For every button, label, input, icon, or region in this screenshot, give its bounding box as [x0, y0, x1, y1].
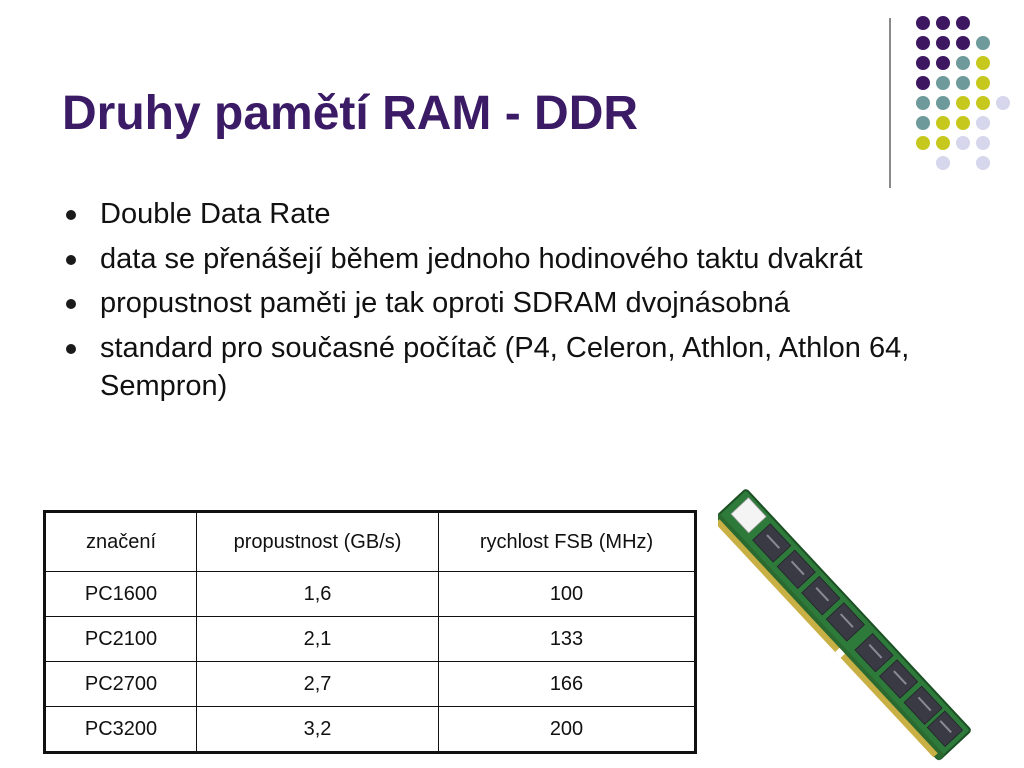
table-cell: 200 [439, 707, 696, 753]
dot-lime [936, 136, 950, 150]
dot-teal [956, 56, 970, 70]
table-cell: 166 [439, 662, 696, 707]
slide-title: Druhy pamětí RAM - DDR [62, 87, 639, 140]
table-cell: 2,7 [197, 662, 439, 707]
dot-lavender [996, 96, 1010, 110]
dot-lime [976, 96, 990, 110]
table-row [45, 707, 696, 753]
bullet-item: Double Data Rate [62, 196, 962, 234]
dot-lime [976, 76, 990, 90]
bullet-list [62, 196, 962, 412]
decorative-dot-grid [900, 8, 1020, 178]
table-cell: 1,6 [197, 572, 439, 617]
dot-lavender [976, 116, 990, 130]
dot-lavender [956, 136, 970, 150]
table-header-row [45, 512, 696, 572]
table-cell: PC2100 [45, 617, 197, 662]
dot-teal [916, 96, 930, 110]
dot-purple [916, 56, 930, 70]
dot-purple [916, 76, 930, 90]
bullet-item: propustnost paměti je tak oproti SDRAM dvojnásobná [62, 285, 962, 323]
dot-purple [936, 16, 950, 30]
dot-purple [916, 16, 930, 30]
table-cell: PC2700 [45, 662, 197, 707]
dot-teal [976, 36, 990, 50]
dot-lime [956, 96, 970, 110]
table-cell: PC3200 [45, 707, 197, 753]
header-cell: propustnost (GB/s) [197, 512, 439, 572]
table-cell: 133 [439, 617, 696, 662]
header-cell: značení [45, 512, 197, 572]
table-cell: 2,1 [197, 617, 439, 662]
dot-teal [936, 76, 950, 90]
dot-purple [936, 36, 950, 50]
dot-purple [916, 36, 930, 50]
decorative-divider-line [889, 18, 891, 188]
table-row [45, 572, 696, 617]
dot-teal [916, 116, 930, 130]
header-cell: rychlost FSB (MHz) [439, 512, 696, 572]
table-cell: 3,2 [197, 707, 439, 753]
dot-purple [956, 36, 970, 50]
bullet-item: standard pro současné počítač (P4, Celeron, Athlon, Athlon 64, Sempron) [62, 330, 962, 405]
dot-lavender [976, 136, 990, 150]
table-cell: PC1600 [45, 572, 197, 617]
dot-lavender [936, 156, 950, 170]
table-cell: 100 [439, 572, 696, 617]
dot-lavender [976, 156, 990, 170]
dot-teal [936, 96, 950, 110]
dot-lime [936, 116, 950, 130]
dot-teal [956, 76, 970, 90]
table-row [45, 662, 696, 707]
dot-purple [936, 56, 950, 70]
dot-lime [976, 56, 990, 70]
dot-lime [916, 136, 930, 150]
bullet-item: data se přenášejí během jednoho hodinového taktu dvakrát [62, 241, 962, 279]
ram-module-image [718, 455, 1024, 767]
table-row [45, 617, 696, 662]
dot-lime [956, 116, 970, 130]
ddr-spec-table [43, 510, 697, 754]
dot-purple [956, 16, 970, 30]
